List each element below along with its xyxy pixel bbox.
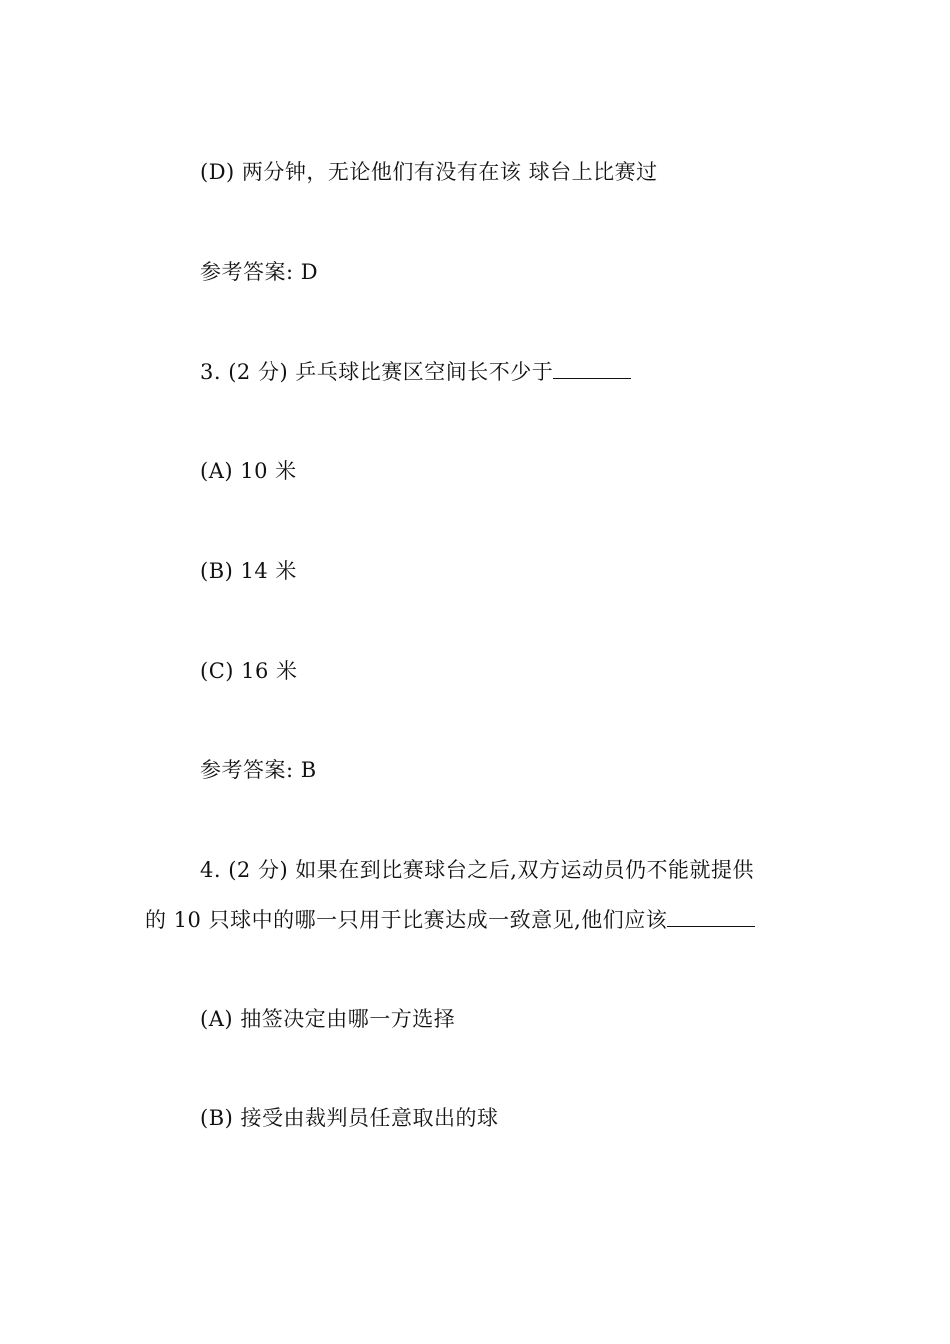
question-2-option-d: (D) 两分钟，无论他们有没有在该 球台上比赛过 — [200, 160, 658, 184]
question-4-stem-line-1: 4. (2 分) 如果在到比赛球台之后,双方运动员仍不能就提供 — [200, 858, 754, 882]
question-3-option-a: (A) 10 米 — [200, 459, 297, 483]
question-4-option-a: (A) 抽签决定由哪一方选择 — [200, 1007, 456, 1031]
question-3-answer: 参考答案: B — [200, 758, 317, 782]
question-3-option-c: (C) 16 米 — [200, 659, 298, 683]
question-3-stem-text: 3. (2 分) 乒乓球比赛区空间长不少于 — [200, 360, 554, 384]
question-3-stem — [200, 358, 631, 386]
question-4-stem-line-2 — [145, 906, 755, 934]
question-4-stem-line-2-text: 的 10 只球中的哪一只用于比赛达成一致意见,他们应该 — [145, 908, 668, 932]
question-4-option-b: (B) 接受由裁判员任意取出的球 — [200, 1106, 499, 1130]
question-3-blank — [553, 358, 631, 379]
question-2-answer: 参考答案: D — [200, 260, 319, 284]
question-4-blank — [667, 906, 755, 927]
question-3-option-b: (B) 14 米 — [200, 559, 297, 583]
